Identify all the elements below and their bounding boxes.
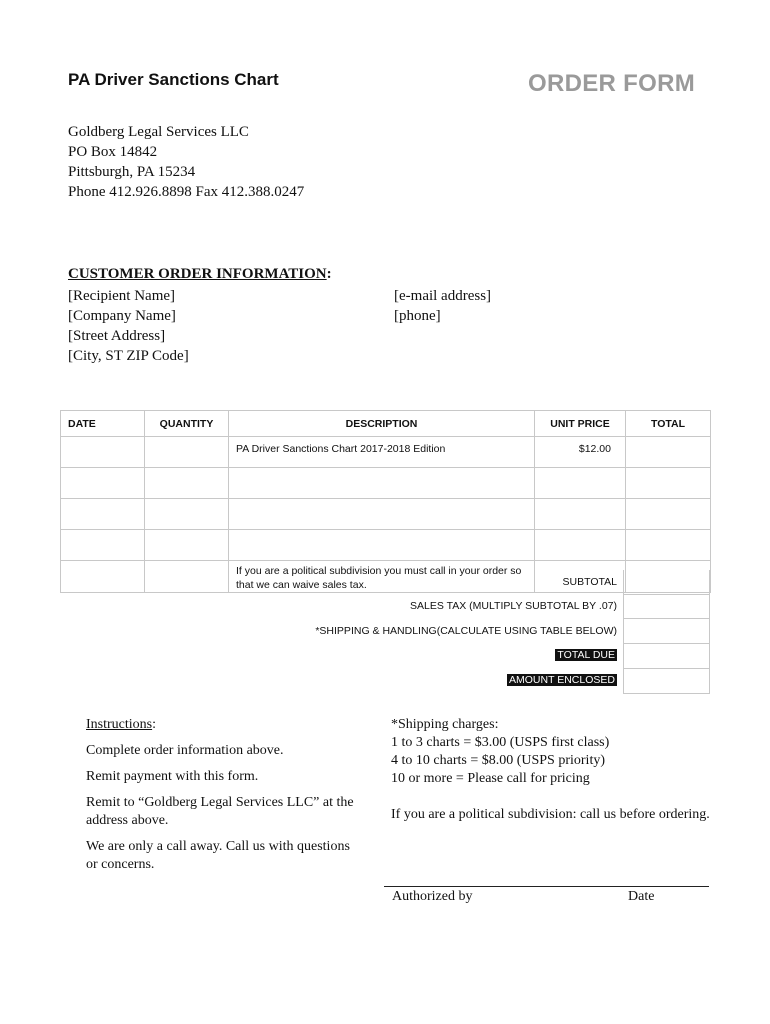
total-due-row [60,644,710,669]
company-name-field[interactable]: [Company Name] [68,308,176,324]
customer-address-fields [68,286,189,366]
signature-line[interactable] [384,886,709,887]
instructions-heading [86,716,356,734]
item-description: PA Driver Sanctions Chart 2017-2018 Edition [229,437,535,468]
political-subdivision-shipping-note: If you are a political subdivision: call us before ordering. [391,807,710,822]
header-total: TOTAL [626,411,711,437]
header-quantity: QUANTITY [145,411,229,437]
amount-enclosed-label: AMOUNT ENCLOSED [509,674,615,686]
total-cell[interactable] [626,530,711,561]
authorized-by-label: Authorized by [392,889,473,904]
quantity-cell[interactable] [145,530,229,561]
item-unit-price: $12.00 [535,437,626,468]
amount-enclosed-row [60,669,710,694]
quantity-cell[interactable] [145,499,229,530]
description-cell[interactable] [229,530,535,561]
unit-price-cell[interactable] [535,530,626,561]
instructions-heading-colon: : [152,717,156,732]
street-address-field[interactable]: [Street Address] [68,328,166,344]
company-address-line2: Pittsburgh, PA 15234 [68,164,196,180]
description-cell[interactable] [229,468,535,499]
instruction-line: Remit to “Goldberg Legal Services LLC” at the address above. [86,795,354,828]
company-phone-fax: Phone 412.926.8898 Fax 412.388.0247 [68,184,305,200]
quantity-cell[interactable] [145,468,229,499]
customer-info-heading-colon: : [326,266,332,282]
email-field[interactable]: [e-mail address] [394,288,492,304]
table-header-row [61,411,711,437]
instructions-block [86,716,356,882]
instructions-heading-text: Instructions [86,717,153,732]
sales-tax-label: SALES TAX (MULTIPLY SUBTOTAL BY .07) [410,600,617,612]
date-cell[interactable] [61,499,145,530]
date-cell[interactable] [61,437,145,468]
amount-enclosed-field[interactable] [623,669,710,694]
customer-contact-fields [394,286,491,326]
subtotal-label: SUBTOTAL [562,576,617,588]
customer-info-heading-text: CUSTOMER ORDER INFORMATION [68,266,327,282]
total-cell[interactable] [626,499,711,530]
subtotal-row [60,570,710,595]
unit-price-cell[interactable] [535,499,626,530]
date-cell[interactable] [61,530,145,561]
shipping-rate: 1 to 3 charts = $3.00 (USPS first class) [391,735,610,750]
company-name: Goldberg Legal Services LLC [68,124,249,140]
shipping-label: *SHIPPING & HANDLING(CALCULATE USING TABLE BELOW) [315,625,617,637]
header-unit-price: UNIT PRICE [535,411,626,437]
quantity-cell[interactable] [145,437,229,468]
city-state-zip-field[interactable]: [City, ST ZIP Code] [68,348,189,364]
sales-tax-row [60,594,710,619]
company-block [68,122,304,202]
shipping-row [60,619,710,644]
unit-price-cell[interactable] [535,468,626,499]
table-row [61,468,711,499]
table-row [61,499,711,530]
total-due-label: TOTAL DUE [557,649,615,661]
order-form-label: ORDER FORM [528,70,695,97]
total-cell[interactable] [626,468,711,499]
shipping-field[interactable] [623,619,710,644]
description-cell[interactable] [229,499,535,530]
subtotal-field[interactable] [623,570,710,595]
recipient-name-field[interactable]: [Recipient Name] [68,288,176,304]
order-table [60,410,711,593]
total-cell[interactable] [626,437,711,468]
shipping-rate: 4 to 10 charts = $8.00 (USPS priority) [391,753,605,768]
table-row [61,437,711,468]
shipping-heading: *Shipping charges: [391,717,499,732]
shipping-rate: 10 or more = Please call for pricing [391,771,590,786]
total-due-field[interactable] [623,644,710,669]
date-cell[interactable] [61,468,145,499]
table-row [61,530,711,561]
customer-info-heading [68,266,332,283]
instruction-line: Complete order information above. [86,743,284,758]
instruction-line: We are only a call away. Call us with questions or concerns. [86,839,350,872]
instruction-line: Remit payment with this form. [86,769,259,784]
header-date: DATE [61,411,145,437]
shipping-charges-block [391,716,711,824]
company-address-line1: PO Box 14842 [68,144,158,160]
document-title: PA Driver Sanctions Chart [68,70,279,89]
header-description: DESCRIPTION [229,411,535,437]
phone-field[interactable]: [phone] [394,308,441,324]
sales-tax-field[interactable] [623,594,710,619]
political-subdivision-note: If you are a political subdivision you must call in your order so that we can waive sales tax. [229,561,535,593]
signature-date-label: Date [628,889,655,904]
